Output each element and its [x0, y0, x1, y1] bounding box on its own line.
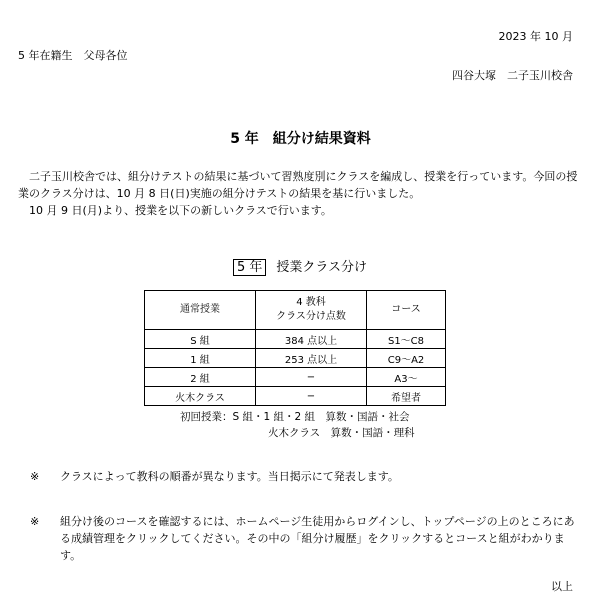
- notice-mark: ※: [30, 470, 40, 483]
- cell-class: S 組: [145, 330, 256, 349]
- document-date: 2023 年 10 月: [498, 30, 573, 43]
- school-name: 四谷大塚 二子玉川校舎: [452, 69, 573, 82]
- cell-course: A3〜: [367, 368, 446, 387]
- cell-class: 1 組: [145, 349, 256, 368]
- intro-line-1: 二子玉川校舎では、組分けテストの結果に基づいて習熟度別にクラスを編成し、授業を行っています。今回の授業のクラス分けは、10 月 8 日(日)実施の組分けテストの結果を基に行いました。: [18, 170, 578, 200]
- notice-course-check: [30, 513, 575, 564]
- notice-text: 組分け後のコースを確認するには、ホームページ生徒用からログインし、トップページの上のところにある成績管理をクリックしてください。その中の「組分け履歴」をクリックするとコースと組がわかります。: [60, 515, 575, 562]
- table-row: [145, 349, 446, 368]
- notice-text: クラスによって教科の順番が異なります。当日掲示にて発表します。: [60, 470, 399, 483]
- cell-class: 2 組: [145, 368, 256, 387]
- cell-score: −: [256, 368, 367, 387]
- notice-mark: ※: [30, 515, 40, 528]
- section-heading: [233, 256, 367, 275]
- header-score-line1: 4 教科: [296, 297, 326, 308]
- addressee: 5 年在籍生 父母各位: [18, 49, 128, 62]
- intro-line-2: 10 月 9 日(月)より、授業を以下の新しいクラスで行います。: [29, 204, 332, 217]
- table-row: [145, 368, 446, 387]
- header-course: コース: [367, 291, 446, 330]
- header-score: [256, 291, 367, 330]
- header-class: 通常授業: [145, 291, 256, 330]
- table-row: [145, 330, 446, 349]
- cell-course: 希望者: [367, 387, 446, 406]
- cell-course: S1〜C8: [367, 330, 446, 349]
- document-title: 5 年 組分け結果資料: [230, 131, 371, 147]
- first-class-note-line2: 火木クラス 算数・国語・理科: [268, 427, 415, 439]
- cell-course: C9〜A2: [367, 349, 446, 368]
- class-table: [144, 290, 446, 406]
- intro-paragraph: [18, 168, 583, 219]
- header-score-line2: クラス分け点数: [276, 311, 346, 322]
- first-class-note: [180, 409, 415, 441]
- grade-box: 5 年: [233, 259, 266, 276]
- cell-class: 火木クラス: [145, 387, 256, 406]
- cell-score: 384 点以上: [256, 330, 367, 349]
- first-class-note-line1: 初回授業：S 組・1 組・2 組 算数・国語・社会: [180, 411, 410, 423]
- table-header-row: [145, 291, 446, 330]
- closing-remark: 以上: [551, 580, 573, 593]
- cell-score: 253 点以上: [256, 349, 367, 368]
- notice-order: [30, 468, 575, 485]
- table-row: [145, 387, 446, 406]
- cell-score: −: [256, 387, 367, 406]
- section-heading-text: 授業クラス分け: [276, 260, 368, 275]
